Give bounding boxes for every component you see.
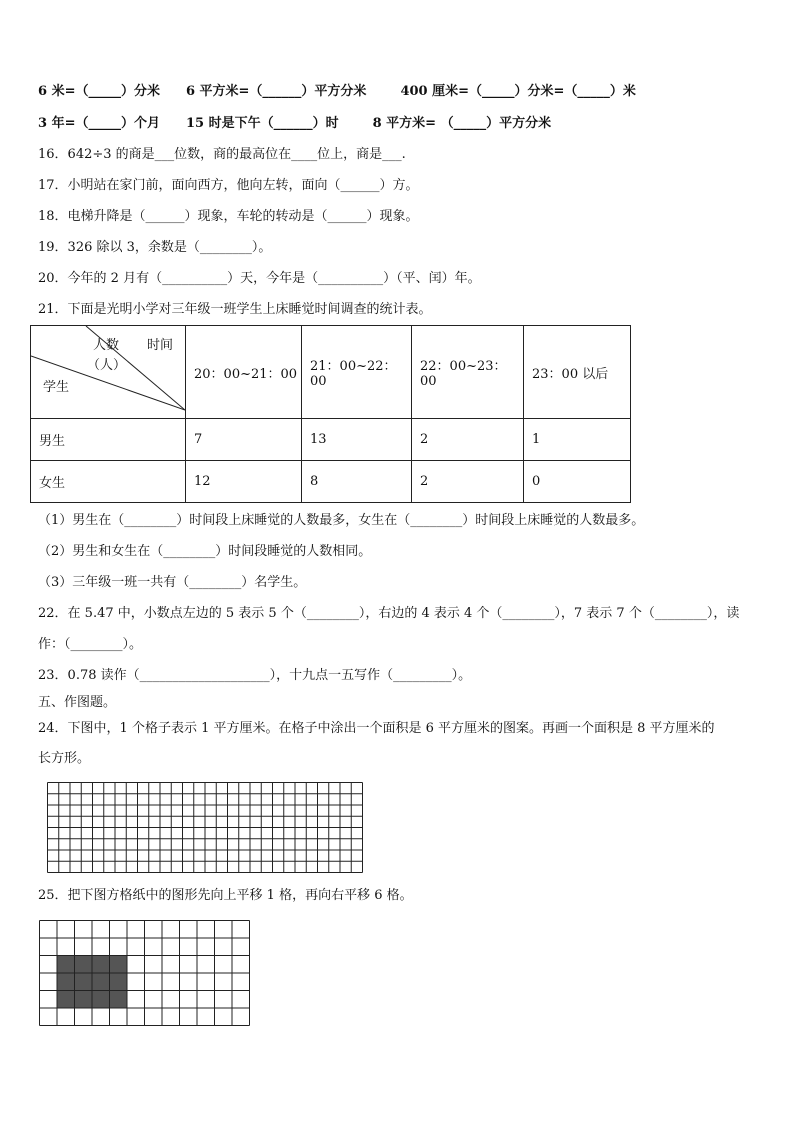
unit-conversion-row-1 [38, 83, 636, 101]
conv-15h-pm: 15 时是下午（______）时 [185, 116, 339, 131]
corner-label-student: 学生 [43, 380, 70, 395]
conv-8sqm-sqdm: 8 平方米= （_____）平方分米 [372, 116, 552, 131]
table-cell: 0 [524, 461, 631, 503]
question-21-part-1: （1）男生在（________）时间段上床睡觉的人数最多，女生在（________）时间段上床睡觉的人数最多。 [38, 513, 645, 528]
question-21: 21．下面是光明小学对三年级一班学生上床睡觉时间调查的统计表。 [38, 302, 432, 317]
table-cell: 7 [186, 419, 302, 461]
corner-label-unit: （人） [87, 358, 127, 373]
column-header: 23：00 以后 [524, 326, 631, 419]
question-24-line-2: 长方形。 [38, 751, 91, 766]
table-row-girls [31, 461, 631, 503]
table-row-boys [31, 419, 631, 461]
square-grid-q24 [47, 782, 365, 874]
table-corner-cell [31, 326, 186, 419]
row-label: 女生 [31, 461, 186, 503]
section-5-title: 五、作图题。 [38, 695, 117, 710]
question-23: 23．0.78 读作（____________________），十九点一五写作（_________）。 [38, 668, 472, 683]
question-18: 18．电梯升降是（______）现象，车轮的转动是（______）现象。 [38, 209, 419, 224]
conv-cm-dm-m: 400 厘米=（_____）分米=（_____）米 [400, 84, 636, 99]
unit-conversion-row-2 [38, 115, 551, 133]
question-21-part-2: （2）男生和女生在（________）时间段睡觉的人数相同。 [38, 544, 372, 559]
row-label: 男生 [31, 419, 186, 461]
question-16: 16．642÷3 的商是___位数，商的最高位在____位上，商是___. [38, 147, 406, 162]
column-header: 21：00~22：00 [302, 326, 412, 419]
question-20: 20．今年的 2 月有（__________）天，今年是（__________）（平、闰）年。 [38, 271, 481, 286]
question-22-line-2: 作：（________）。 [38, 637, 143, 652]
question-24-line-1: 24．下图中，1 个格子表示 1 平方厘米。在格子中涂出一个面积是 6 平方厘米的图案。再画一个面积是 8 平方厘米的 [38, 721, 715, 736]
column-header: 22：00~23：00 [412, 326, 524, 419]
table-header-row [31, 326, 631, 419]
table-cell: 8 [302, 461, 412, 503]
conv-years-months: 3 年=（_____）个月 [38, 116, 160, 131]
corner-label-count: 人数 [93, 338, 120, 353]
corner-label-time: 时间 [147, 338, 174, 353]
bedtime-stats-table [30, 325, 631, 503]
table-cell: 2 [412, 419, 524, 461]
conv-meters-dm: 6 米=（_____）分米 [38, 84, 160, 99]
table-cell: 1 [524, 419, 631, 461]
question-21-part-3: （3）三年级一班一共有（________）名学生。 [38, 575, 307, 590]
table-cell: 12 [186, 461, 302, 503]
square-grid-q25 [39, 920, 257, 1026]
question-25: 25．把下图方格纸中的图形先向上平移 1 格，再向右平移 6 格。 [38, 888, 413, 903]
question-19: 19．326 除以 3，余数是（________）。 [38, 240, 272, 255]
question-22-line-1: 22．在 5.47 中，小数点左边的 5 表示 5 个（________），右边的 4 表示 4 个（________），7 表示 7 个（________），读 [38, 606, 740, 621]
table-cell: 13 [302, 419, 412, 461]
column-header: 20：00~21：00 [186, 326, 302, 419]
question-17: 17．小明站在家门前，面向西方，他向左转，面向（______）方。 [38, 178, 419, 193]
conv-sqm-sqdm: 6 平方米=（______）平方分米 [185, 84, 367, 99]
table-cell: 2 [412, 461, 524, 503]
